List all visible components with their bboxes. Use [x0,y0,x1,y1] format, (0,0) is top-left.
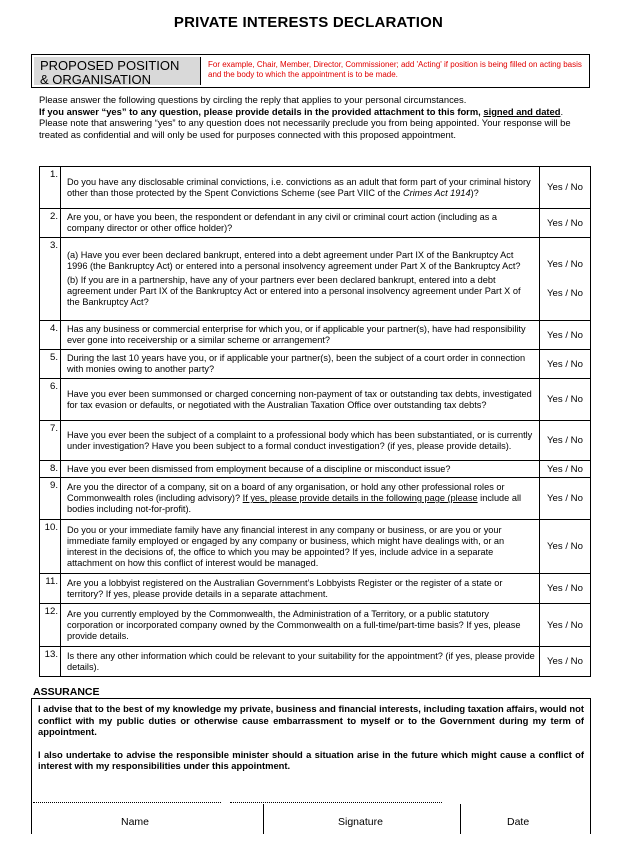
question-number: 8. [40,461,61,478]
question-number: 4. [40,321,61,350]
question-text-part: include all bodies including not-for-profit). [67,493,522,514]
answer-yes-no[interactable]: Yes / No [540,350,591,379]
question-row-2 [40,209,591,238]
question-text-part: Are you the director of a company, sit on a board of any organisation, or hold any other professional roles or Commonwealth roles (including advisory)? [67,482,505,503]
answer-yes-no[interactable]: Yes / No [540,461,591,478]
answer-yes-no[interactable]: Yes / No [540,647,591,677]
question-text: Have you ever been dismissed from employment because of a discipline or misconduct issue? [61,461,540,478]
question-text: Are you, or have you been, the respondent or defendant in any civil or criminal court action (including as a company director or other office holder)? [61,209,540,238]
question-number: 11. [40,574,61,604]
question-text [61,167,540,209]
question-row-12 [40,604,591,647]
question-text: Have you ever been the subject of a complaint to a professional body which has been substantiated, or is currently under investigation? Have you been subject to a formal conduct investigation? (if yes, please provide details). [61,421,540,461]
question-row-10 [40,520,591,574]
assurance-para-2: I also undertake to advise the responsible minister should a situation arise in the future which might cause a conflict of interest with my responsibilities under this appointment. [38,748,584,771]
question-text-underlined: If yes, please provide details in the following page (please [242,493,478,503]
question-row-11 [40,574,591,604]
question-text: Are you currently employed by the Commonwealth, the Administration of a Territory, or a public statutory corporation or incorporated company owned by the Commonwealth on a full-time/part-time basis? If yes, please provide details. [61,604,540,647]
intro-line1: Please answer the following questions by circling the reply that applies to your personal circumstances. [39,94,467,105]
question-text: During the last 10 years have you, or if applicable your partner(s), been the subject of a court order in connection with monies owing to another party? [61,350,540,379]
crimes-act-italic: Crimes Act 1914 [403,187,471,198]
answer-yes-no-3a[interactable]: Yes / No [547,259,583,270]
question-text: Is there any other information which could be relevant to your suitability for the appointment? (if yes, please provide details). [61,647,540,677]
date-label: Date [507,816,530,828]
position-label-line2: & ORGANISATION [40,72,151,87]
answer-yes-no-3 [540,238,591,321]
signature-line[interactable] [230,802,442,803]
question-number: 6. [40,379,61,421]
signature-divider [31,804,32,834]
answer-yes-no[interactable]: Yes / No [540,379,591,421]
answer-yes-no[interactable]: Yes / No [540,421,591,461]
question-row-13 [40,647,591,677]
answer-yes-no[interactable]: Yes / No [540,478,591,520]
answer-yes-no[interactable]: Yes / No [540,167,591,209]
question-number: 7. [40,421,61,461]
question-row-5 [40,350,591,379]
page-title: PRIVATE INTERESTS DECLARATION [173,14,444,31]
proposed-position-label [34,57,201,85]
name-label: Name [121,816,150,828]
question-row-9 [40,478,591,520]
question-text [61,238,540,321]
question-number: 2. [40,209,61,238]
signature-divider [460,804,461,834]
question-number: 9. [40,478,61,520]
question-row-4 [40,321,591,350]
assurance-heading: ASSURANCE [33,686,100,698]
signature-divider [590,804,591,834]
question-text [61,478,540,520]
question-text-part: Do you have any disclosable criminal convictions, i.e. convictions as an adult that form part of your criminal history other than those protected by the Spent Convictions Scheme (see Part VIIC of the [67,176,531,198]
question-text: Do you or your immediate family have any financial interest in any company or business, or are you or your immediate family employed or engaged by any company or business, which might have dealings with, or an interest in the decisions of, the office to which you may be appointed? If yes, include advice in a separate attachment on how this conflict of interest would be managed. [61,520,540,574]
question-number: 3. [40,238,61,321]
question-text: Are you a lobbyist registered on the Australian Government’s Lobbyists Register or the register of a state or territory? If yes, please provide details in a separate attachment. [61,574,540,604]
answer-yes-no-3b[interactable]: Yes / No [547,288,583,299]
question-3a-text: (a) Have you ever been declared bankrupt, entered into a debt agreement under Part IX of the Bankruptcy Act 1996 (the Bankruptcy Act) or entered into a personal insolvency agreement under Part X of the Bankruptcy Act? [67,250,521,271]
proposed-position-box [31,54,590,88]
question-row-3 [40,238,591,321]
assurance-para-1: I advise that to the best of my knowledge my private, business and financial interests, including taxation affairs, would not conflict with my public duties or otherwise cause embarrassment to myself or to the Government during my term of appointment. [38,703,584,737]
position-label-line1: PROPOSED POSITION [40,58,180,73]
question-number: 1. [40,167,61,209]
intro-rest: . Please note that answering “yes” to any question does not necessarily preclude you from being appointed. Your response will be treated as confidential and will only be used for purposes connected with this proposed appointment. [39,105,571,140]
signature-label: Signature [338,816,383,828]
questions-table [39,166,591,677]
instructions [39,94,587,140]
question-row-6 [40,379,591,421]
answer-yes-no[interactable]: Yes / No [540,209,591,238]
question-number: 12. [40,604,61,647]
answer-yes-no[interactable]: Yes / No [540,321,591,350]
question-number: 13. [40,647,61,677]
question-number: 10. [40,520,61,574]
question-text: Has any business or commercial enterprise for which you, or if applicable your partner(s), have had responsibility ever gone into receivership or a similar scheme or arrangement? [61,321,540,350]
intro-signed-dated: signed and dated [483,105,561,117]
assurance-box [31,698,591,834]
answer-yes-no[interactable]: Yes / No [540,604,591,647]
answer-yes-no[interactable]: Yes / No [540,520,591,574]
question-row-7 [40,421,591,461]
intro-bold: If you answer “yes” to any question, please provide details in the provided attachment to this form, [39,105,481,117]
question-number: 5. [40,350,61,379]
question-3b-text: (b) If you are in a partnership, have any of your partners ever been declared bankrupt, entered into a debt agreement under Part IX of the Bankruptcy Act or entered into a personal insolvency agreement under Part X of the Bankruptcy Act? [67,275,521,307]
question-row-8 [40,461,591,478]
position-field[interactable] [201,55,589,87]
question-row-1 [40,167,591,209]
position-note: For example, Chair, Member, Director, Commissioner; add 'Acting' if position is being filled on acting basis and the body to which the appointment is to be made. [208,60,582,79]
name-line[interactable] [33,802,221,803]
answer-yes-no[interactable]: Yes / No [540,574,591,604]
signature-divider [263,804,264,834]
question-text-part: )? [470,187,479,198]
question-text: Have you ever been summonsed or charged concerning non-payment of tax or outstanding tax debts, investigated for tax evasion or defaults, or negotiated with the Australian Taxation Office over outstanding tax debts? [61,379,540,421]
